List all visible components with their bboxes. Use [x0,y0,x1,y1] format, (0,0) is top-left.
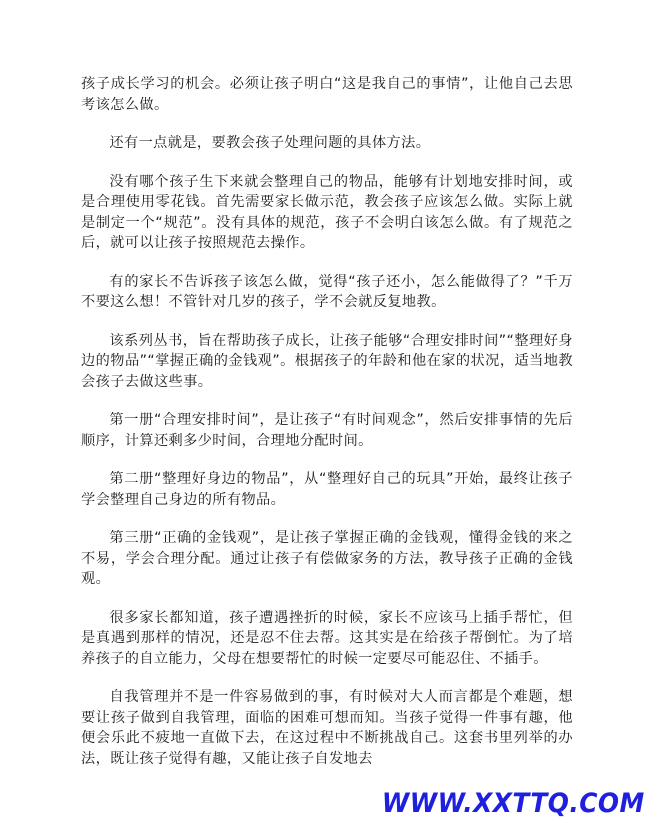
site-watermark: WWW.XXTTQ.COM [382,788,645,819]
paragraph-10: 自我管理并不是一件容易做到的事，有时候对大人而言都是个难题，想要让孩子做到自我管理，面临的困难可想而知。当孩子觉得一件事有趣，他便会乐此不疲地一直做下去，在这过程中不断挑战自己。这套书里列举的办法，既让孩子觉得有趣，又能让孩子自发地去 [81,689,573,767]
paragraph-1: 孩子成长学习的机会。必须让孩子明白“这是我自己的事情”，让他自己去思考该怎么做。 [81,76,573,113]
paragraph-5: 该系列丛书，旨在帮助孩子成长，让孩子能够“合理安排时间”“整理好身边的物品”“掌握正确的金钱观”。根据孩子的年龄和他在家的状况，适当地教会孩子去做这些事。 [81,332,573,390]
paragraph-6: 第一册“合理安排时间”，是让孩子“有时间观念”，然后安排事情的先后顺序，计算还剩多少时间，合理地分配时间。 [81,412,573,449]
paragraph-9: 很多家长都知道，孩子遭遇挫折的时候，家长不应该马上插手帮忙，但是真遇到那样的情况，还是忍不住去帮。这其实是在给孩子帮倒忙。为了培养孩子的自立能力，父母在想要帮忙的时候一定要尽可能忍住、不插手。 [81,609,573,667]
paragraph-2: 还有一点就是，要教会孩子处理问题的具体方法。 [109,135,431,151]
paragraph-8: 第三册“正确的金钱观”，是让孩子掌握正确的金钱观，懂得金钱的来之不易，学会合理分配。通过让孩子有偿做家务的方法，教导孩子正确的金钱观。 [81,530,573,587]
paragraph-3: 没有哪个孩子生下来就会整理自己的物品，能够有计划地安排时间，或是合理使用零花钱。首先需要家长做示范，教会孩子应该怎么做。实际上就是制定一个“规范”。没有具体的规范，孩子不会明白该怎么做。有了规范之后，就可以让孩子按照规范去操作。 [81,173,573,251]
paragraph-7: 第二册“整理好身边的物品”，从“整理好自己的玩具”开始，最终让孩子学会整理自己身边的所有物品。 [81,471,573,508]
paragraph-4: 有的家长不告诉孩子该怎么做，觉得“孩子还小，怎么能做得了？”千万不要这么想！不管针对几岁的孩子，学不会就反复地教。 [81,273,573,310]
document-body [81,74,573,787]
